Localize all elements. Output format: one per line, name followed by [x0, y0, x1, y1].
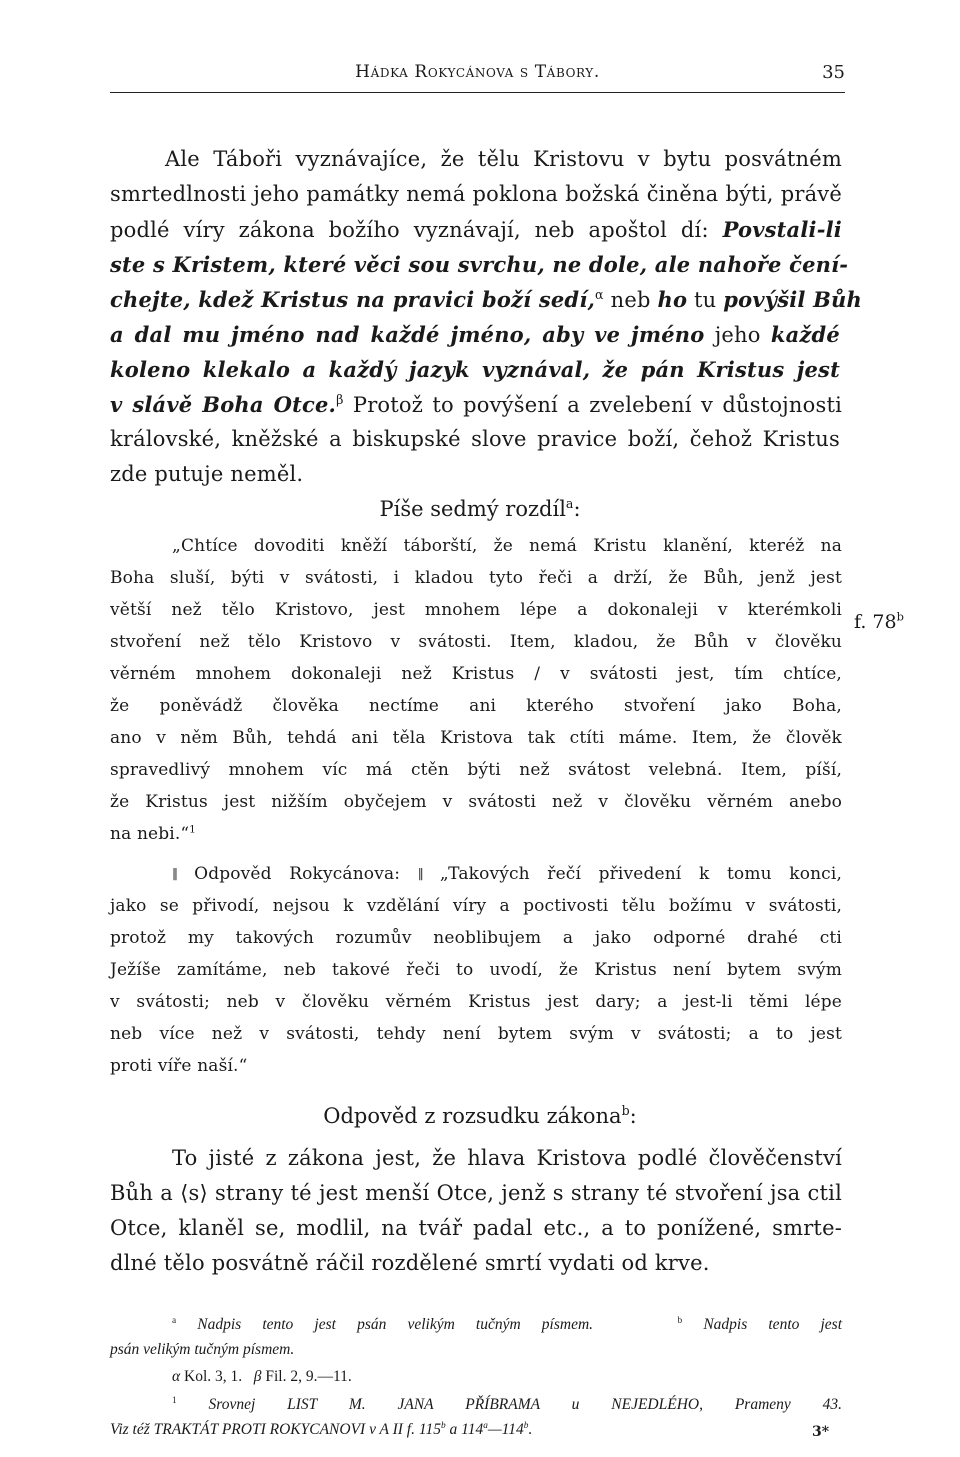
text-line: podlé víry zákona božího vyznávají, neb apoštol dí: Povstali-li [110, 217, 842, 242]
text-line: Otce, klaněl se, modlil, na tvář padal etc., a to ponížené, smrte- [110, 1216, 842, 1240]
text-line: protož my takových rozumův neoblibujem a jako odporné drahé cti [110, 928, 842, 948]
text-line: smrtedlnosti jeho památky nemá poklona božská činěna býti, právě [110, 182, 842, 206]
double-bar-mark: ‖ [417, 866, 440, 880]
running-title: Hádka Rokycánova s Tábory. [355, 62, 600, 82]
text-line: větší než tělo Kristovo, jest mnohem lépe a dokonaleji v kterémkoli [110, 600, 842, 620]
text-line: dlné tělo posvátně ráčil rozdělené smrtí vydati od krve. [110, 1251, 710, 1275]
text-line: spravedlivý mnohem víc má ctěn býti než svátost velebná. Item, píší, [110, 760, 842, 780]
text-line: Bůh a ⟨s⟩ strany té jest menší Otce, jenž s strany té stvoření jsa ctil [110, 1181, 842, 1205]
text-line: koleno klekalo a každý jazyk vyznával, že pán Kristus jest [110, 357, 840, 382]
footnote-b-cont: psán velikým tučným písmem. [110, 1341, 295, 1358]
text-line: že poněvádž člověka nectíme ani kterého stvoření jako Boha, [110, 696, 842, 716]
text-line: že Kristus jest nižším obyčejem v svátosti než v člověku věrném anebo [110, 792, 842, 812]
text-line: věrném mnohem dokonaleji než Kristus / v svátosti jest, tím chtíce, [110, 664, 842, 684]
text-line: ano v něm Bůh, tehdá ani těla Kristova tak ctíti máme. Item, že člověk [110, 728, 842, 748]
text-line: Ale Táboři vyznávajíce, že tělu Kristovu v bytu posvátném [165, 147, 842, 171]
signature-mark: 3* [812, 1424, 830, 1440]
text-line: královské, kněžské a biskupské slove pravice boží, čehož Kristus [110, 427, 840, 451]
section-heading: Píše sedmý rozdíl$^a$: [379, 496, 581, 521]
text-line: zde putuje neměl. [110, 462, 304, 486]
text-line: a dal mu jméno nad každé jméno, aby ve jméno jeho každé [110, 322, 840, 347]
text-line: ‖ Odpověd Rokycánova: ‖ „Takových řečí přivedení k tomu konci, [172, 864, 842, 884]
text-line: „Chtíce dovoditi kněží táborští, že nemá Kristu klanění, kteréž na [172, 536, 842, 556]
running-header [110, 62, 845, 93]
text-line: v slávě Boha Otce.$^\beta$ Protož to povýšení a zvelebení v důstojnosti [110, 392, 842, 417]
section-heading: Odpověd z rozsudku zákona$^b$: [323, 1103, 637, 1128]
text-line: Ježíše zamítáme, neb takové řeči to uvodí, že Kristus není bytem svým [110, 960, 842, 980]
footnote-a: $^a$ Nadpis tento jest psán velikým tučným písmem. $^b$ Nadpis tento jest [172, 1315, 843, 1333]
footnote-1: $^1$ Srovnej LIST M. JANA PŘÍBRAMA u NEJEDLÉHO, Prameny 43. [172, 1395, 843, 1413]
text-line: jako se přivodí, nejsou k vzdělání víry a poctivosti tělu božímu v svátosti, [110, 896, 842, 916]
page-number: 35 [822, 62, 845, 83]
folio-margin-note: f. 78$^b$ [854, 609, 904, 633]
text-line: na nebi.“$^1$ [110, 824, 196, 844]
text-line: ste s Kristem, které věci sou svrchu, ne dole, ale nahoře čení- [110, 252, 849, 277]
text-line: v svátosti; neb v člověku věrném Kristus jest dary; a jest-li těmi lépe [110, 992, 842, 1012]
text-line: Boha sluší, býti v svátosti, i kladou tyto řeči a drží, že Bůh, jenž jest [110, 568, 842, 588]
double-bar-mark: ‖ [172, 866, 195, 880]
text-line: neb více než v svátosti, tehdy není bytem svým v svátosti; a to jest [110, 1024, 842, 1044]
text-line: proti víře naší.“ [110, 1056, 248, 1076]
footnote-alpha-beta: α Kol. 3, 1. β Fil. 2, 9.—11. [172, 1368, 352, 1385]
footnote-1-cont: Viz též TRAKTÁT PROTI ROKYCANOVI v A II f. 115$^b$ a 114$^a$—114$^b$. [110, 1420, 533, 1438]
text-line: chejte, kdež Kristus na pravici boží sedí,$^\alpha$ neb ho tu povýšil Bůh [110, 287, 862, 312]
text-line: To jisté z zákona jest, že hlava Kristova podlé člověčenství [172, 1146, 842, 1170]
text-line: stvoření než tělo Kristovo v svátosti. Item, kladou, že Bůh v člověku [110, 632, 842, 652]
